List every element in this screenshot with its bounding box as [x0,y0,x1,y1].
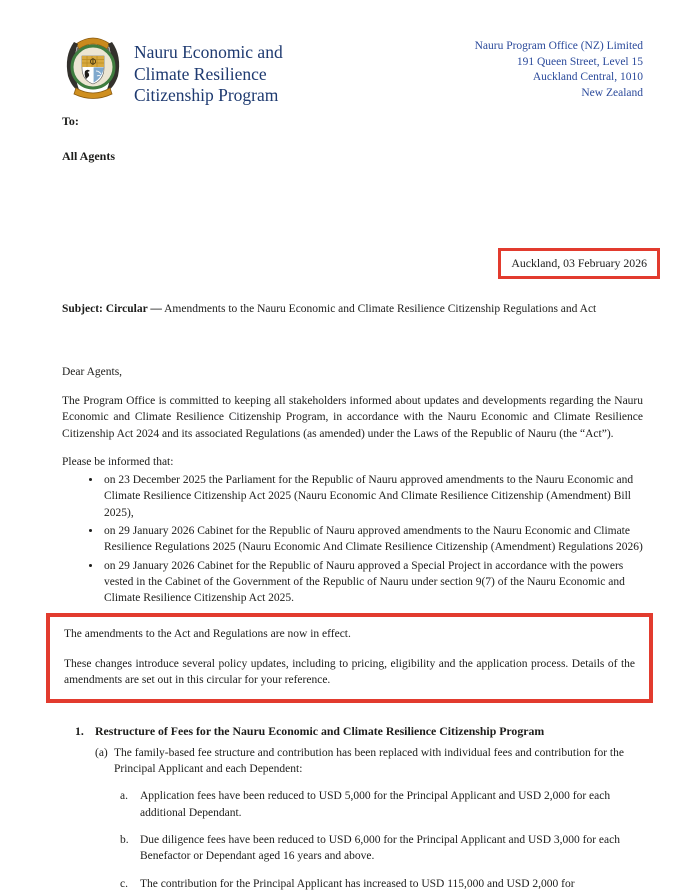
subclause-text: Due diligence fees have been reduced to USD 6,000 for the Principal Applicant and USD 3,000 for each Benefactor or Dependant aged 16 years and above. [140,833,620,863]
amendments-bullet-list [62,472,643,606]
clause-text: The family-based fee structure and contribution has been replaced with individual fees and contribution for the Principal Applicant and each Dependent: [114,746,624,776]
highlight-paragraph: The amendments to the Act and Regulations are now in effect. [64,627,351,640]
highlight-annotation-box [46,613,653,704]
recipient: All Agents [62,148,116,163]
section-number: 1. [75,724,84,739]
subclause-c [120,876,643,890]
date-line: Auckland, 03 February 2026 [511,256,647,271]
office-address [475,39,643,101]
section-1-heading [62,723,643,739]
intro-paragraph: The Program Office is committed to keeping all stakeholders informed about updates and developments regarding the Nauru Economic and Climate Resilience Citizenship Program, in accordance with the Nauru Economic and Climate Resilience Citizenship Act 2024 and its associated Regulations (as amended) under the Laws of the Republic of Nauru (the “Act”). [62,394,643,440]
org-name [134,42,283,107]
informed-lead: Please be informed that: [62,455,174,468]
org-name-line: Nauru Economic and [134,42,283,62]
address-line: New Zealand [581,86,643,99]
to-label: To: [62,113,79,128]
highlight-paragraph: These changes introduce several policy updates, including to pricing, eligibility and the application process. Details of the amendments are set out in this circular for your reference. [64,657,635,687]
subclause-text: Application fees have been reduced to USD 5,000 for the Principal Applicant and USD 2,000 for each additional Dependant. [140,790,611,819]
org-name-line: Citizenship Program [134,85,279,105]
subclause-a [120,788,643,821]
bullet-item: • on 29 January 2026 Cabinet for the Republic of Nauru approved a Special Project in accordance with the powers vested in the Cabinet of the Government of the Republic of Nauru under section 9(7) of the Nauru Economic and Climate Resilience Citizenship Act 2025. [102,558,643,607]
subject-label: Subject: Circular — [62,303,162,316]
address-line: 191 Queen Street, Level 15 [516,55,643,68]
subject-line [62,301,643,317]
subject-text: Amendments to the Nauru Economic and Climate Resilience Citizenship Regulations and Act [164,303,597,316]
address-line: Nauru Program Office (NZ) Limited [474,40,643,52]
letterhead [62,30,643,107]
subclause-b [120,832,643,865]
address-line: Auckland Central, 1010 [532,71,643,83]
section-title: Restructure of Fees for the Nauru Economic and Climate Resilience Citizenship Program [95,724,545,739]
date-row [62,248,660,279]
nauru-coat-of-arms-icon [62,30,124,102]
date-annotation-box [498,248,660,279]
bullet-item: • on 23 December 2025 the Parliament for the Republic of Nauru approved amendments to the Nauru Economic and Climate Resilience Citizenship Act 2025 (Nauru Economic And Climate Resilience Citizenship (Amendment) Bill 2025), [102,472,643,521]
subclause-label: a. [120,790,128,803]
subclause-text: The contribution for the Principal Applicant has increased to USD 115,000 and USD 2,000 for [140,877,575,890]
salutation: Dear Agents, [62,365,123,378]
brand-block [62,30,283,107]
subclause-label: c. [120,877,128,890]
clause-a [95,745,643,778]
subclause-label: b. [120,833,129,846]
bullet-item: • on 29 January 2026 Cabinet for the Republic of Nauru approved amendments to the Nauru Economic and Climate Resilience Regulations 2025 (Nauru Economic And Climate Resilience Citizenship (Amendment) Regulations 2026) [102,523,643,556]
clause-label: (a) [95,746,108,759]
org-name-line: Climate Resilience [134,63,267,84]
